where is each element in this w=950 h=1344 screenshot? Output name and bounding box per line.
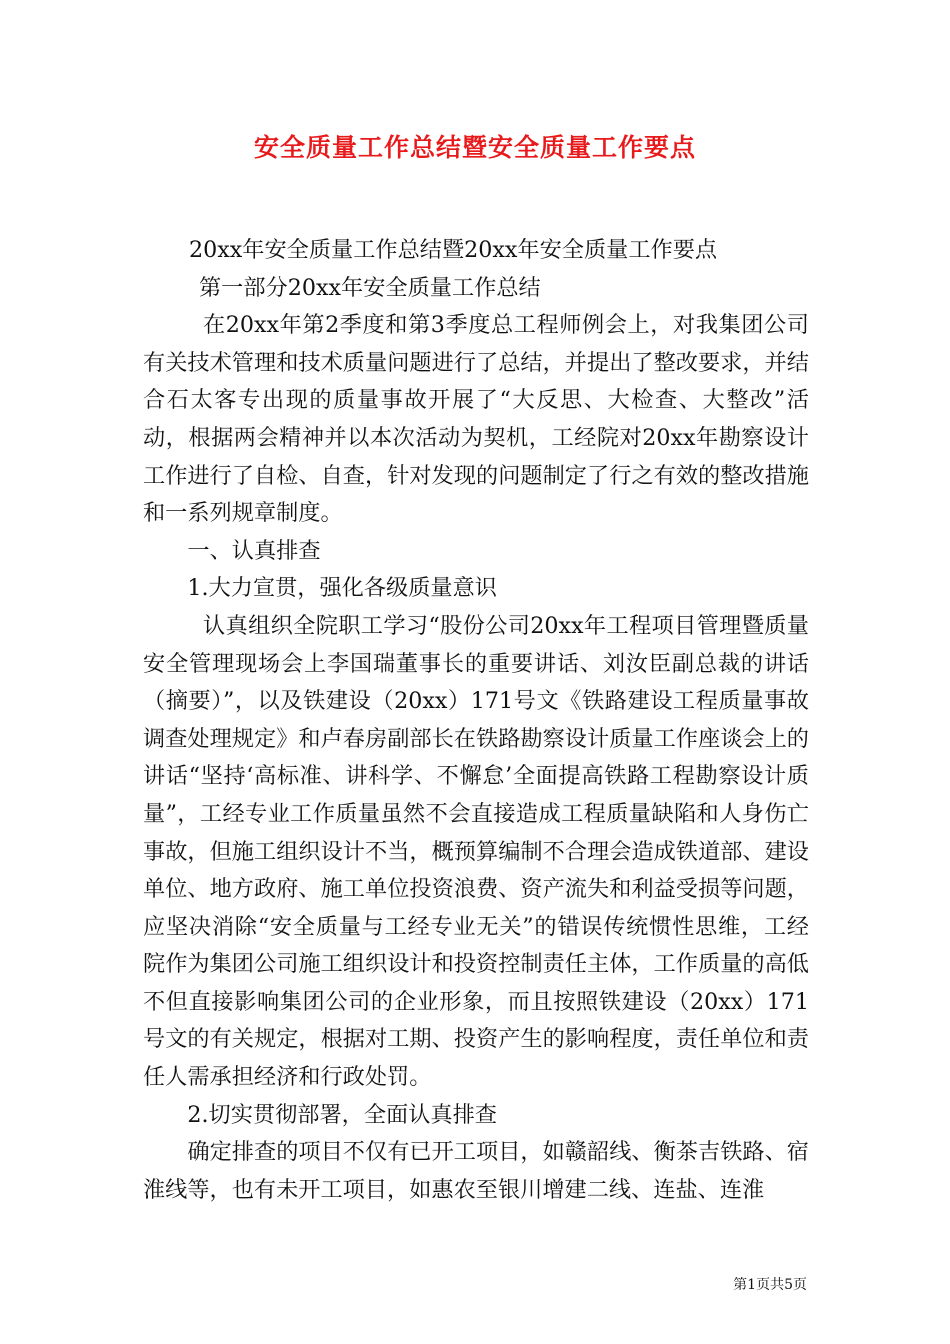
subsection-heading-2: 2.切实贯彻部署，全面认真排查 [187, 1101, 497, 1128]
subsection-heading-1: 1.大力宣贯，强化各级质量意识 [187, 575, 497, 602]
part-heading: 第一部分20xx年安全质量工作总结 [199, 274, 541, 301]
paragraph-study: 认真组织全院职工学习“股份公司20xx年工程项目管理暨质量安全管理现场会上李国瑞董事长的重要讲话、刘汝臣副总裁的讲话（摘要）”，以及铁建设（20xx）171号文《铁路建设工程质量事故调查处理规定》和卢春房副部长在铁路勘察设计质量工作座谈会上的讲话“坚持‘高标准、讲科学、不懈怠’全面提高铁路工程勘察设计质量”，工经专业工作质量虽然不会直接造成工程质量缺陷和人身伤亡事故，但施工组织设计不当，概预算编制不合理会造成铁道部、建设单位、地方政府、施工单位投资浪费、资产流失和利益受损等问题，应坚决消除“安全质量与工经专业无关”的错误传统惯性思维，工经院作为集团公司施工组织设计和投资控制责任主体，工作质量的高低不但直接影响集团公司的企业形象，而且按照铁建设（20xx）171号文的有关规定，根据对工期、投资产生的影响程度，责任单位和责任人需承担经济和行政处罚。 [143, 612, 809, 1091]
page-number-footer: 第1页共5页 [733, 1277, 807, 1293]
subtitle-line: 20xx年安全质量工作总结暨20xx年安全质量工作要点 [189, 237, 718, 263]
paragraph-projects: 确定排查的项目不仅有已开工项目，如赣韶线、衡茶吉铁路、宿淮线等，也有未开工项目，如惠农至银川增建二线、连盐、连淮 [143, 1139, 809, 1203]
paragraph-intro: 在20xx年第2季度和第3季度总工程师例会上，对我集团公司有关技术管理和技术质量问题进行了总结，并提出了整改要求，并结合石太客专出现的质量事故开展了“大反思、大检查、大整改”活动，根据两会精神并以本次活动为契机，工经院对20xx年勘察设计工作进行了自检、自查，针对发现的问题制定了行之有效的整改措施和一系列规章制度。 [143, 312, 809, 527]
section-heading: 一、认真排查 [187, 537, 321, 564]
document-body [143, 232, 809, 1209]
document-title: 安全质量工作总结暨安全质量工作要点 [253, 133, 696, 162]
